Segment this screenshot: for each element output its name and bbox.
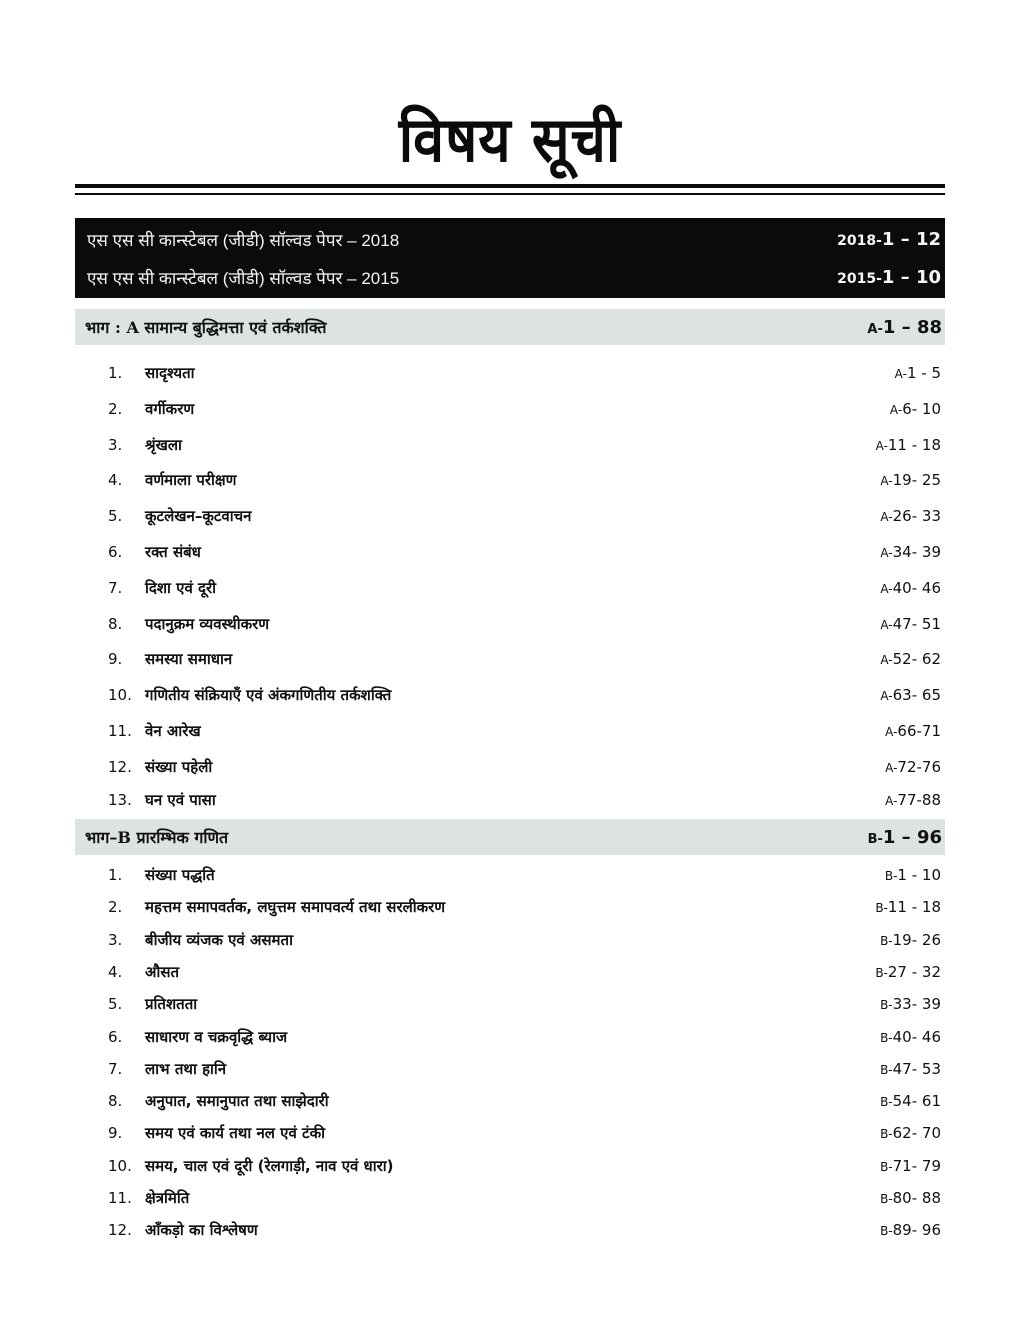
- toc-item[interactable]: 10. गणितीय संक्रियाएँ एवं अंकगणितीय तर्कशक्ति A-63- 65: [108, 686, 941, 705]
- section-header-a[interactable]: [75, 309, 945, 345]
- toc-item[interactable]: 4. वर्णमाला परीक्षण A-19- 25: [108, 471, 941, 490]
- toc-item[interactable]: 6. साधारण व चक्रवृद्धि ब्याज B-40- 46: [108, 1027, 941, 1046]
- title-divider-thin: [75, 193, 945, 195]
- toc-item[interactable]: 11. वेन आरेख A-66-71: [108, 722, 941, 740]
- page-title: विषय सूची: [398, 103, 622, 176]
- toc-item[interactable]: 2. वर्गीकरण A-6- 10: [108, 399, 941, 418]
- toc-item[interactable]: 1. संख्या पद्धति B-1 - 10: [108, 866, 941, 884]
- toc-item[interactable]: 2. महत्तम समापवर्तक, लघुत्तम समापवर्त्य तथा सरलीकरण B-11 - 18: [108, 898, 941, 917]
- solved-paper-label: एस एस सी कान्स्टेबल (जीडी) सॉल्वड पेपर – 2015: [87, 268, 400, 288]
- solved-paper-row[interactable]: [87, 259, 941, 295]
- toc-item[interactable]: 9. समस्या समाधान A-52- 62: [108, 650, 941, 669]
- solved-paper-label: एस एस सी कान्स्टेबल (जीडी) सॉल्वड पेपर – 2018: [87, 230, 400, 250]
- toc-item[interactable]: 11. क्षेत्रमिति B-80- 88: [108, 1189, 941, 1207]
- toc-item[interactable]: 5. कूटलेखन–कूटवाचन A-26- 33: [108, 507, 941, 526]
- toc-item[interactable]: 6. रक्त संबंध A-34- 39: [108, 543, 941, 561]
- toc-item[interactable]: 4. औसत B-27 - 32: [108, 962, 941, 981]
- toc-item[interactable]: 3. श्रृंखला A-11 - 18: [108, 435, 941, 454]
- section-title: भाग : A सामान्य बुद्धिमत्ता एवं तर्कशक्ति: [85, 318, 327, 337]
- section-pages: B-1 – 96: [867, 826, 942, 848]
- section-header-b[interactable]: [75, 819, 945, 855]
- solved-papers-band: [75, 218, 945, 298]
- toc-item[interactable]: 12. संख्या पहेली A-72-76: [108, 757, 941, 776]
- toc-item[interactable]: 13. घन एवं पासा A-77-88: [108, 791, 941, 809]
- toc-item[interactable]: 8. पदानुक्रम व्यवस्थीकरण A-47- 51: [108, 614, 941, 633]
- toc-item[interactable]: 7. लाभ तथा हानि B-47- 53: [108, 1059, 941, 1078]
- toc-item[interactable]: 9. समय एवं कार्य तथा नल एवं टंकी B-62- 70: [108, 1124, 941, 1143]
- toc-item[interactable]: 12. आँकड़ो का विश्लेषण B-89- 96: [108, 1221, 941, 1240]
- section-pages: A-1 – 88: [867, 316, 942, 338]
- toc-item[interactable]: 7. दिशा एवं दूरी A-40- 46: [108, 578, 941, 597]
- solved-paper-row[interactable]: [87, 221, 941, 257]
- section-title: भाग–B प्रारम्भिक गणित: [85, 828, 229, 847]
- toc-item[interactable]: 10. समय, चाल एवं दूरी (रेलगाड़ी, नाव एवं धारा) B-71- 79: [108, 1156, 941, 1175]
- solved-paper-pages: 2018-1 – 12: [837, 228, 941, 250]
- solved-paper-pages: 2015-1 – 10: [837, 266, 941, 288]
- toc-item[interactable]: 3. बीजीय व्यंजक एवं असमता B-19- 26: [108, 930, 941, 949]
- title-divider-thick: [75, 184, 945, 188]
- toc-item[interactable]: 5. प्रतिशतता B-33- 39: [108, 995, 941, 1014]
- toc-item[interactable]: 8. अनुपात, समानुपात तथा साझेदारी B-54- 61: [108, 1092, 941, 1111]
- toc-item[interactable]: 1. सादृश्यता A-1 - 5: [108, 364, 941, 382]
